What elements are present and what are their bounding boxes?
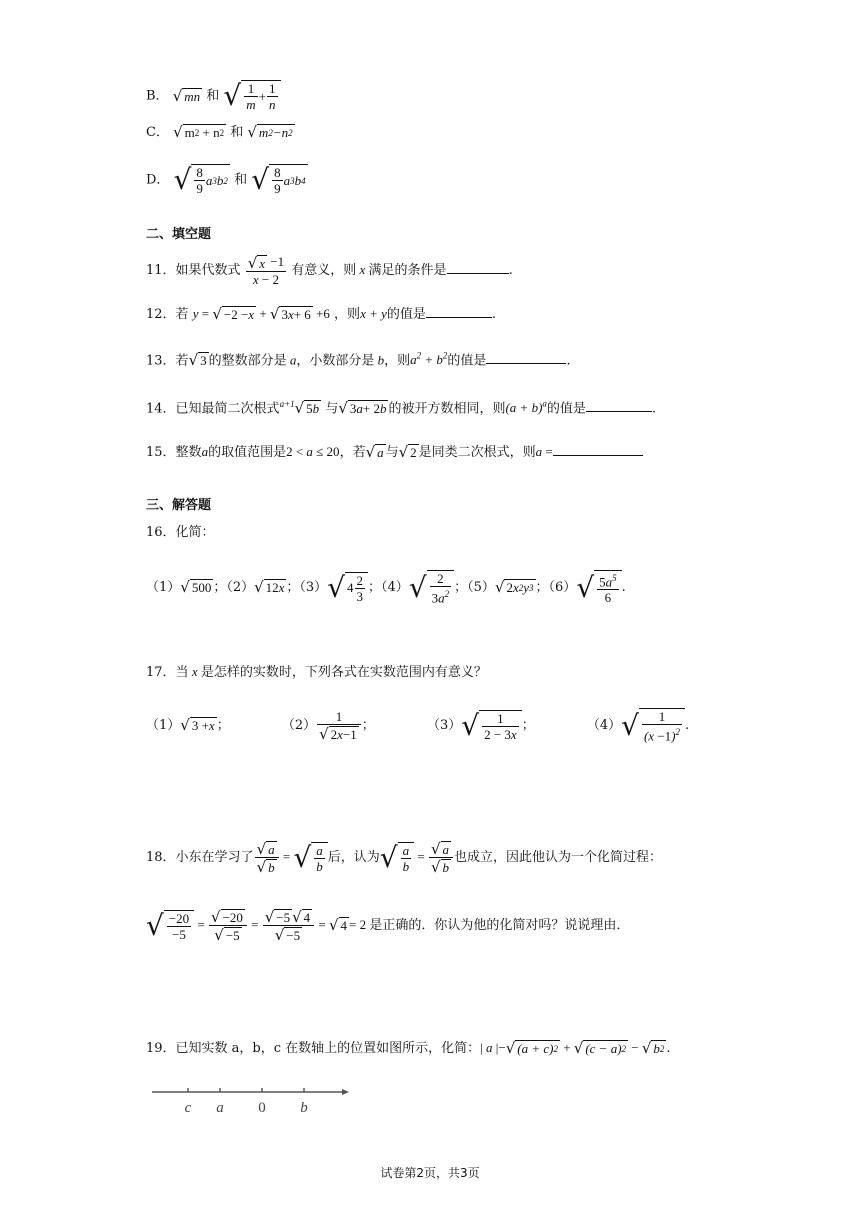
sqrt-m2-minus-n2: √ m 2 − n 2 bbox=[247, 123, 293, 142]
question-12: 12．若 y = √ −2 − x + √ 3 x + 6 +6 ，则x + y的值是 . bbox=[146, 305, 497, 324]
question-11: 11．如果代数式 √ x −1 x − 2 有意义，则 x 满足的条件是 . bbox=[146, 253, 513, 288]
arrow-icon bbox=[342, 1089, 349, 1095]
label-c: c bbox=[184, 1100, 192, 1116]
label-b: b bbox=[300, 1100, 308, 1116]
conj: 和 bbox=[234, 172, 248, 188]
section-title-fill-blank: 二、填空题 bbox=[146, 227, 212, 242]
option-label: D． bbox=[146, 172, 170, 188]
option-d bbox=[146, 164, 308, 196]
question-19: 19．已知实数 a，b，c 在数轴上的位置如图所示，化简：| a |− √ (a + c) 2 + √ (c − a) 2 − √ b 2 . bbox=[146, 1039, 671, 1058]
question-15: 15．整数a的取值范围是2 < a ≤ 20，若 √ a 与 √ 2 是同类二次根式，则a = bbox=[146, 442, 643, 461]
option-label: B． bbox=[146, 88, 169, 104]
sqrt-mn: √ mn bbox=[172, 86, 201, 105]
sqrt-8-9-a3b4: √ $\frac{8}{9}$ a 3 b 4 bbox=[251, 163, 306, 196]
sqrt-m2-plus-n2: √ m 2 + n 2 bbox=[173, 123, 225, 142]
answer-blank[interactable] bbox=[553, 442, 643, 456]
question-17-title: 17．当 x 是怎样的实数时，下列各式在实数范围内有意义？ bbox=[146, 664, 487, 680]
section-title-solve: 三、解答题 bbox=[146, 498, 212, 513]
question-18-line1: 18．小东在学习了 √ a √ b = √ $\frac{a}{b}$ 后，认为 √ $\frac{a}{b}$ = √ a √ b 也成立，因此他认为一个化简过程： bbox=[146, 839, 663, 876]
answer-blank[interactable] bbox=[447, 260, 509, 274]
question-13: 13．若 √ 3 的整数部分是 a，小数部分是 b，则$a^2 + b^2$的值是 . bbox=[146, 351, 571, 370]
label-a: a bbox=[216, 1100, 224, 1116]
conj: 和 bbox=[206, 88, 220, 104]
answer-blank[interactable] bbox=[586, 398, 652, 412]
number-line-figure bbox=[146, 1080, 356, 1120]
option-c bbox=[146, 124, 295, 141]
conj: 和 bbox=[230, 125, 244, 140]
question-18-line2: √ $\frac{-20}{-5}$ = √ −20 √ −5 = √ −5 √ 4 √ −5 = √ 4 = 2 是正确的．你认为他的化简对吗？说说理由． bbox=[146, 907, 630, 944]
answer-blank[interactable] bbox=[426, 304, 492, 318]
question-17-items: （1） √ 3 + x ； （2） 1 √ 2 x −1 ； （3） √ $\frac{1}{2 - 3x}$ ； （4） √ $\frac{1}{(x -1)^2}$ . bbox=[146, 708, 690, 744]
question-16-items: （1） √ 500 ；（2） √ 12 x ；（3） √ 4 $\frac{2}{3}$ ；（4） √ $\frac{2}{3a^2}$ ；（5） √ 2 x 2 y 3 ；（6） √ $\frac{5a^5}{6}$ . bbox=[146, 570, 626, 606]
question-16-title: 16．化简： bbox=[146, 525, 215, 540]
option-b bbox=[146, 80, 281, 112]
sqrt-8-9-a3b2: √ $\frac{8}{9}$ a 3 b 2 bbox=[173, 163, 228, 196]
label-0: 0 bbox=[258, 1100, 266, 1116]
page-footer: 试卷第2页，共3页 bbox=[380, 1166, 480, 1180]
answer-blank[interactable] bbox=[486, 350, 566, 364]
sqrt-recip-sum: √ $\frac{1}{m}$ + $\frac{1}{n}$ bbox=[223, 80, 280, 112]
fraction-expr: √ x −1 x − 2 bbox=[247, 253, 285, 288]
option-label: C． bbox=[146, 125, 169, 140]
question-14: 14．已知最简二次根式$^{a+1}$ √ 5 b 与 √ 3 a + 2 b 的被开方数相同，则$(a + b)^a$的值是 . bbox=[146, 399, 657, 418]
